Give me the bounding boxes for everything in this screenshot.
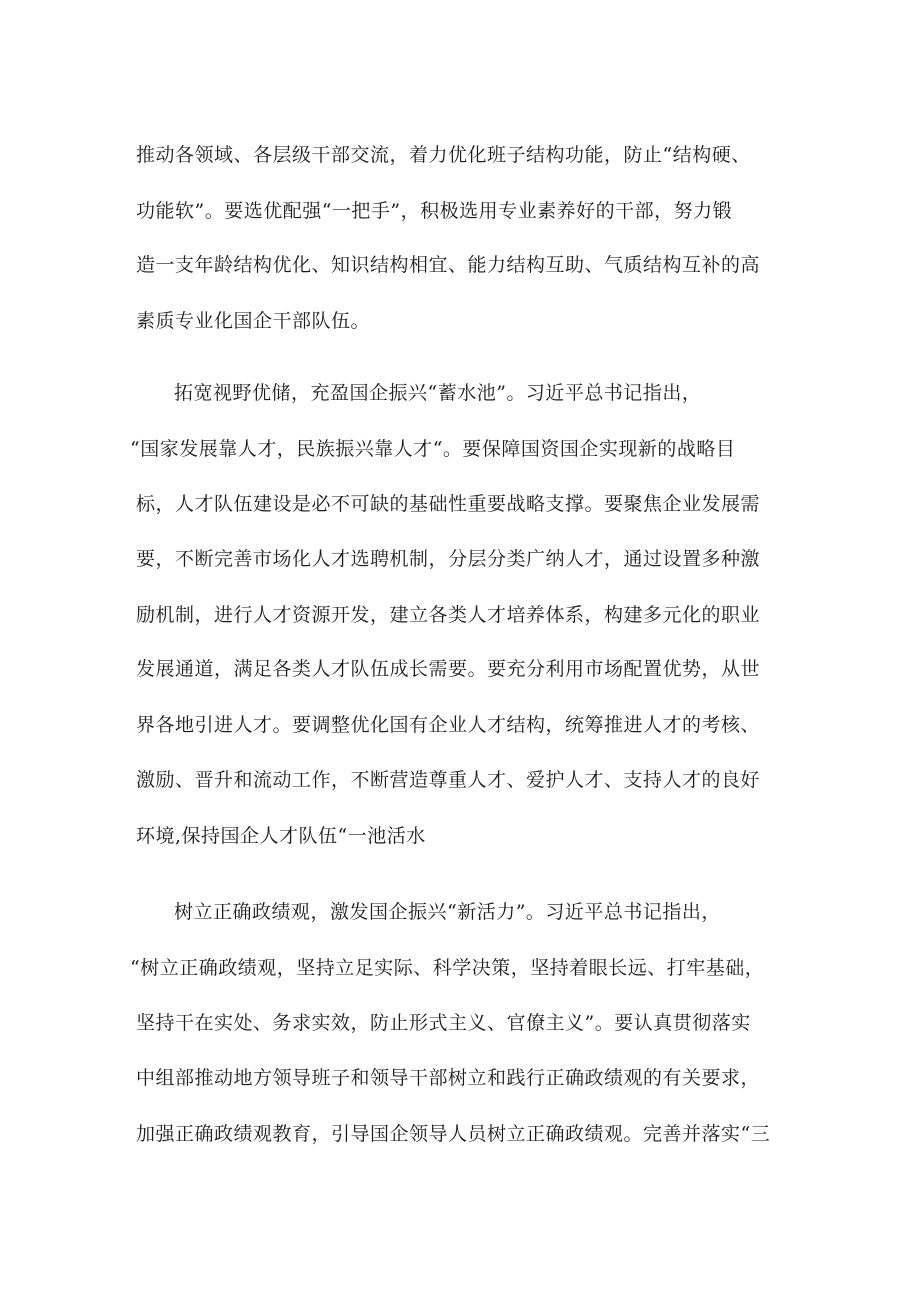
paragraph-line: 推动各领域、各层级干部交流，着力优化班子结构功能，防止“结构硬、 bbox=[136, 144, 751, 166]
paragraph-line: 发展通道，满足各类人才队伍成长需要。要充分利用市场配置优势，从世 bbox=[136, 658, 761, 680]
paragraph-line: 加强正确政绩观教育，引导国企领导人员树立正确政绩观。完善并落实“三 bbox=[136, 1123, 771, 1145]
paragraph-line: 标，人才队伍建设是必不可缺的基础性重要战略支撑。要聚焦企业发展需 bbox=[136, 493, 761, 515]
paragraph-line: 坚持干在实处、务求实效，防止形式主义、官僚主义”。要认真贯彻落实 bbox=[136, 1012, 751, 1034]
paragraph-heading-line: 拓宽视野优储，充盈国企振兴“蓄水池”。习近平总书记指出， bbox=[174, 382, 702, 404]
paragraph-line: 中组部推动地方领导班子和领导干部树立和践行正确政绩观的有关要求， bbox=[136, 1067, 761, 1089]
paragraph-line: 素质专业化国企干部队伍。 bbox=[136, 310, 371, 332]
paragraph-line: 要，不断完善市场化人才选聘机制，分层分类广纳人才，通过设置多种激 bbox=[136, 548, 761, 570]
paragraph-line: 功能软”。要选优配强“一把手”，积极选用专业素养好的干部，努力锻 bbox=[136, 200, 733, 222]
paragraph-line: “树立正确政绩观，坚持立足实际、科学决策，坚持着眼长远、打牢基础， bbox=[130, 957, 765, 979]
paragraph-line: 环境,保持国企人才队伍“一池活水 bbox=[136, 825, 426, 847]
paragraph-line: 界各地引进人才。要调整优化国有企业人才结构，统筹推进人才的考核、 bbox=[136, 714, 761, 736]
paragraph-line: 励机制，进行人才资源开发，建立各类人才培养体系，构建多元化的职业 bbox=[136, 604, 761, 626]
paragraph-heading-line: 树立正确政绩观，激发国企振兴“新活力”。习近平总书记指出， bbox=[174, 901, 721, 923]
paragraph-line: “国家发展靠人才，民族振兴靠人才“。要保障国资国企实现新的战略目 bbox=[130, 438, 736, 460]
paragraph-line: 激励、晋升和流动工作，不断营造尊重人才、爱护人才、支持人才的良好 bbox=[136, 769, 761, 791]
paragraph-line: 造一支年龄结构优化、知识结构相宜、能力结构互助、气质结构互补的高 bbox=[136, 254, 761, 276]
